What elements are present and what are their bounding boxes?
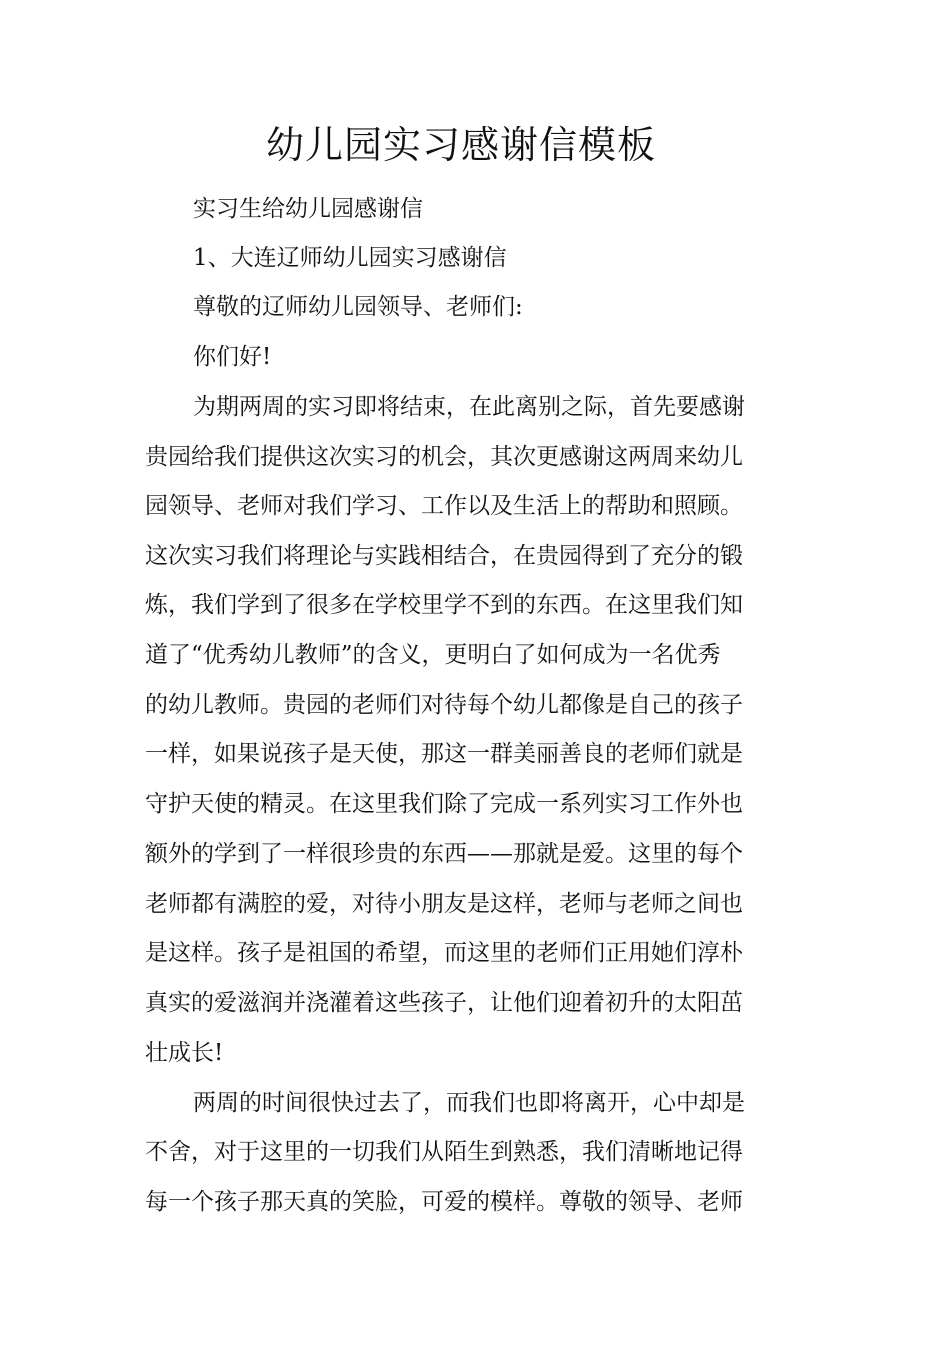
paragraph-line: 真实的爱滋润并浇灌着这些孩子，让他们迎着初升的太阳茁	[145, 990, 743, 1016]
salutation-line: 尊敬的辽师幼儿园领导、老师们:	[193, 294, 523, 320]
paragraph-line: 老师都有满腔的爱，对待小朋友是这样，老师与老师之间也	[145, 891, 743, 917]
section-heading: 1、大连辽师幼儿园实习感谢信	[193, 245, 507, 271]
paragraph-line: 每一个孩子那天真的笑脸，可爱的模样。尊敬的领导、老师	[145, 1189, 743, 1215]
paragraph-line: 两周的时间很快过去了，而我们也即将离开，心中却是	[193, 1090, 745, 1116]
paragraph-line: 这次实习我们将理论与实践相结合，在贵园得到了充分的锻	[145, 543, 743, 569]
subtitle-line: 实习生给幼儿园感谢信	[193, 196, 423, 222]
greeting-line: 你们好!	[193, 344, 272, 370]
paragraph-line: 为期两周的实习即将结束，在此离别之际，首先要感谢	[193, 394, 745, 420]
paragraph-line: 的幼儿教师。贵园的老师们对待每个幼儿都像是自己的孩子	[145, 692, 743, 718]
paragraph-line: 是这样。孩子是祖国的希望，而这里的老师们正用她们淳朴	[145, 940, 743, 966]
paragraph-line: 额外的学到了一样很珍贵的东西——那就是爱。这里的每个	[145, 841, 743, 867]
paragraph-line: 贵园给我们提供这次实习的机会，其次更感谢这两周来幼儿	[145, 444, 743, 470]
paragraph-line: 道了“优秀幼儿教师”的含义，更明白了如何成为一名优秀	[145, 642, 721, 668]
document-title: 幼儿园实习感谢信模板	[265, 123, 656, 167]
paragraph-line: 园领导、老师对我们学习、工作以及生活上的帮助和照顾。	[145, 493, 743, 519]
paragraph-line: 一样，如果说孩子是天使，那这一群美丽善良的老师们就是	[145, 741, 743, 767]
paragraph-line: 炼，我们学到了很多在学校里学不到的东西。在这里我们知	[145, 592, 743, 618]
paragraph-line: 不舍，对于这里的一切我们从陌生到熟悉，我们清晰地记得	[145, 1139, 743, 1165]
paragraph-line: 守护天使的精灵。在这里我们除了完成一系列实习工作外也	[145, 791, 743, 817]
paragraph-line: 壮成长!	[145, 1040, 224, 1066]
